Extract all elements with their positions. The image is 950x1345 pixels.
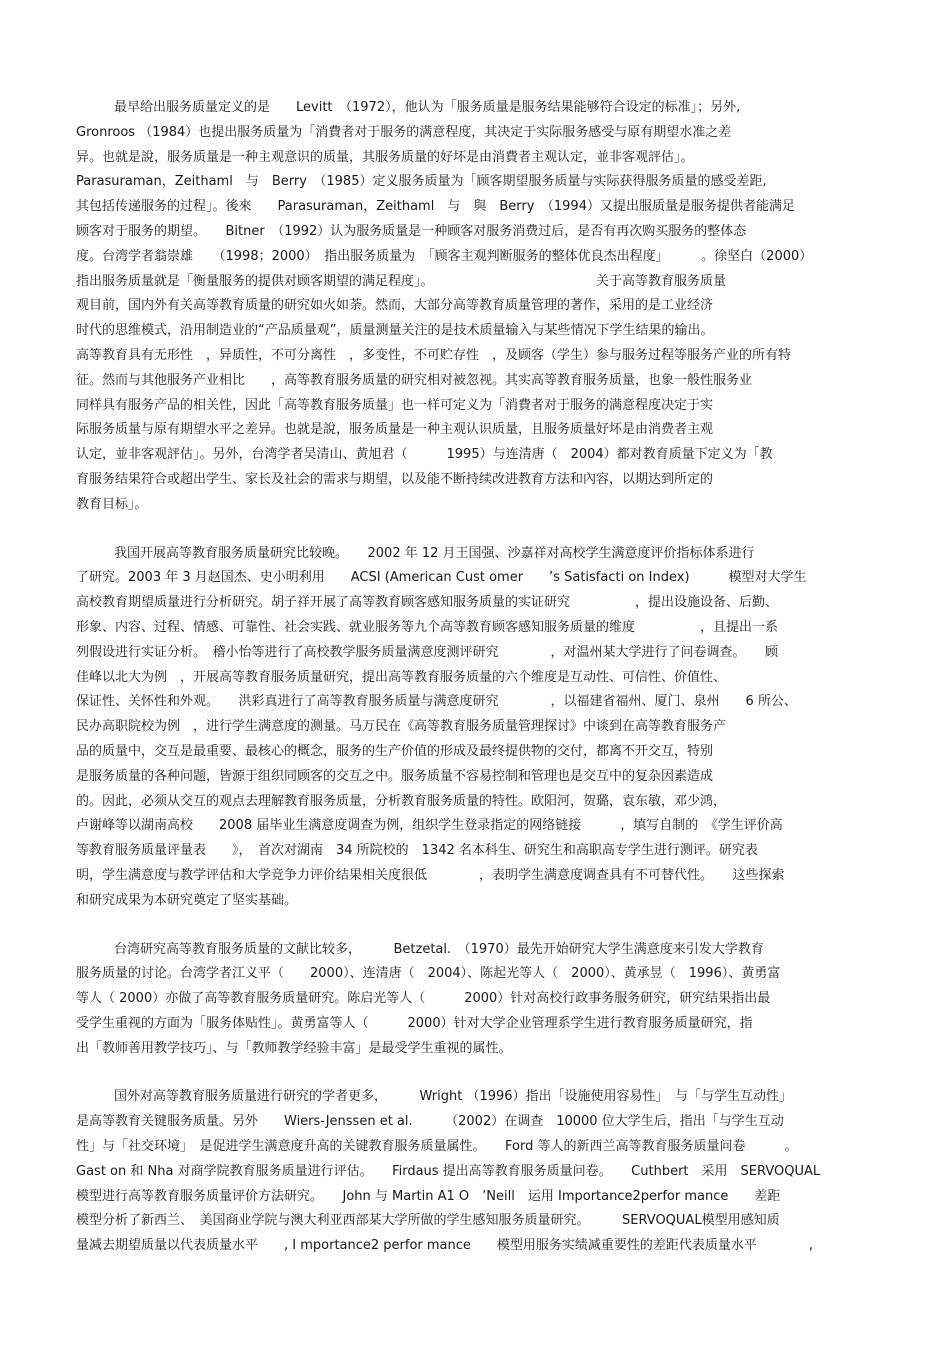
text-line: 受学生重视的方面为「服务体贴性」。黄勇富等人（ 2000）针对大学企业管理系学生进行教育服务质量研究，指	[76, 1015, 753, 1031]
text-line: 服务质量的讨论。台湾学者江义平（ 2000）、连清唐（ 2004）、陈起光等人（ 2000）、黄承昱（ 1996）、黄勇富	[76, 966, 781, 982]
text-line: 高等教育具有无形性 ，异质性，不可分离性 ，多变性，不可贮存性 ，及顾客（学生）参与服务过程等服务产业的所有特	[76, 347, 792, 363]
text-line: 征。然而与其他服务产业相比 ，高等教育服务质量的研究相对被忽视。其实高等教育服务质量，也象一般性服务业	[76, 372, 753, 388]
text-line: 顾客对于服务的期望。 Bitner （1992）认为服务质量是一种顾客对服务消费过后，是否有再次购买服务的整体态	[76, 223, 747, 239]
text-line: 品的质量中，交互是最重要、最核心的概念，服务的生产价值的形成及最终提供物的交付，都离不开交互，特别	[76, 743, 714, 759]
text-line: 等人（ 2000）亦做了高等教育服务质量研究。陈启光等人（ 2000）针对高校行政事务服务研究，研究结果指出最	[76, 991, 771, 1007]
text-line: 最早给出服务质量定义的是 Levitt （1972），他认为「服务质量是服务结果能够符合设定的标准」；另外,	[114, 100, 741, 115]
paragraph-domestic-research	[76, 542, 876, 914]
text-line: 保证性、关怀性和外观。 洪彩真进行了高等教育服务质量与满意度研究 ，以福建省福州、厦门、泉州 6 所公、	[76, 694, 797, 710]
text-line: Gast on 和 Nha 对商学院教育服务质量进行评估。 Firdaus 提出高等教育服务质量问卷。 Cuthbert 采用 SERVOQUAL	[76, 1163, 821, 1179]
text-line: 佳峰以北大为例 ，开展高等教育服务质量研究，提出高等教育服务质量的六个维度是互动性、可信性、价值性、	[76, 669, 727, 685]
text-line: 育服务结果符合或超出学生、家长及社会的需求与期望，以及能不断持续改进教育方法和內容，以期达到所定的	[76, 471, 714, 487]
text-line: 列假设进行实证分析。 稽小怡等进行了高校教学服务质量满意度测评研究 ，对温州某大学进行了问卷调查。 顾	[76, 644, 779, 660]
text-line: 教育目标」。	[76, 496, 148, 512]
text-line: 时代的思维模式，沿用制造业的“产品质量观”，质量测量关注的是技术质量输入与某些情况下学生结果的输出。	[76, 323, 714, 339]
text-line: 形象、内容、过程、情感、可靠性、社会实践、就业服务等九个高等教育顾客感知服务质量的维度 ，且提出一系	[76, 619, 779, 635]
text-line: 际服务质量与原有期望水平之差异。也就是說，服务质量是一种主观认识质量，且服务质量好坏是由消费者主观	[76, 422, 714, 438]
text-line: Parasuraman，Zeithaml 与 Berry （1985）定义服务质量为「顾客期望服务质量与实际获得服务质量的感受差距,	[76, 174, 767, 190]
text-line: 模型进行高等教育服务质量评价方法研究。 John 与 Martin A1 O ’Neill 运用 Importance2perfor mance 差距	[76, 1188, 781, 1204]
text-line: Gronroos （1984）也提出服务质量为「消費者对于服务的满意程度，其决定于实际服务感受与原有期望水准之差	[76, 124, 732, 140]
text-line: 认定，並非客观評估」。另外，台湾学者吴清山、黄旭君（ 1995）与连清唐（ 2004）都对教育质量下定义为「教	[76, 447, 773, 463]
text-line: 性」与「社交环境」 是促进学生满意度升高的关键教育服务质量属性。 Ford 等人的新西兰高等教育服务质量问卷 。	[76, 1139, 798, 1155]
text-line: 等教育服务质量评量表 》， 首次对湖南 34 所院校的 1342 名本科生、研究生和高职高专学生进行测评。研究表	[76, 843, 758, 859]
text-line: 的。因此，必须从交互的观点去理解教育服务质量，分析教育服务质量的特性。欧阳河，贺璐，袁东敏，邓少鸿，	[76, 793, 727, 809]
text-line: 同样具有服务产品的相关性，因此「高等教育服务质量」也一样可定义为「消費者对于服务的满意程度决定于实	[76, 397, 714, 413]
text-line: 观目前，国内外有关高等教育质量的研究如火如荼。然而，大部分高等教育质量管理的著作，采用的是工业经济	[76, 298, 714, 314]
text-line: 了研究。2003 年 3 月赵国杰、史小明利用 ACSI (American Cust omer ’s Satisfacti on Index) 模型对大学生	[76, 570, 807, 586]
text-line: 其包括传递服务的过程」。後來 Parasuraman，Zeithaml 与 與 Berry （1994）又提出服质量是服务提供者能满足	[76, 199, 795, 215]
text-line: 量减去期望质量以代表质量水平 , I mportance2 perfor mance 模型用服务实绩减重要性的差距代表质量水平 ,	[76, 1238, 814, 1254]
text-line: 是高等教育关键服务质量。另外 Wiers-Jenssen et al. （2002）在调查 10000 位大学生后，指出「与学生互动	[76, 1114, 784, 1130]
text-line: 和研究成果为本研究奠定了坚实基础。	[76, 892, 298, 908]
text-line: 模型分析了新西兰、 美国商业学院与澳大利亚西部某大学所做的学生感知服务质量研究。 SERVOQUAL模型用感知质	[76, 1213, 780, 1229]
text-line: 我国开展高等教育服务质量研究比较晚。 2002 年 12 月王国强、沙嘉祥对高校学生满意度评价指标体系进行	[114, 545, 755, 561]
text-line: 民办高职院校为例 ，进行学生满意度的测量。马万民在《高等教育服务质量管理探讨》中谈到在高等教育服务产	[76, 719, 727, 735]
paragraph-foreign-research	[76, 1085, 876, 1259]
text-line: 卢谢峰等以湖南高校 2008 届毕业生满意度调查为例，组织学生登录指定的网络链接 ，填写自制的 《学生评价高	[76, 818, 783, 834]
paragraph-gap	[76, 914, 876, 938]
text-line: 台湾研究高等教育服务质量的文献比较多， Betzetal. （1970）最先开始研究大学生满意度来引发大学教育	[114, 941, 764, 957]
text-line: 异。也就是說，服务质量是一种主观意识的质量，其服务质量的好坏是由消費者主观认定，並非客观評估」。	[76, 149, 694, 165]
text-line: 度。台湾学者翁崇雄 （1998；2000） 指出服务质量为 「顾客主观判断服务的整体优良杰出程度」 。徐坚白（2000）	[76, 248, 813, 264]
text-line: 出「教师善用教学技巧」、与「教师教学经验丰富」是最受学生重视的属性。	[76, 1040, 512, 1056]
paragraph-gap	[76, 518, 876, 542]
text-line: 是服务质量的各种问题，皆源于组织同顾客的交互之中。服务质量不容易控制和管理也是交互中的复杂因素造成	[76, 768, 714, 784]
text-line: 高校教育期望质量进行分析研究。胡子祥开展了高等教育顾客感知服务质量的实证研究 ，提出设施设备、后勤、	[76, 595, 779, 611]
paragraph-taiwan-research	[76, 938, 876, 1062]
text-line: 国外对高等教育服务质量进行研究的学者更多， Wright （1996）指出「设施使用容易性」 与「与学生互动性」	[114, 1089, 793, 1105]
document-page	[76, 96, 876, 1259]
paragraph-gap	[76, 1061, 876, 1085]
text-line: 指出服务质量就是「衡量服务的提供对顾客期望的满足程度」。 关于高等教育服务质量	[76, 273, 727, 289]
text-line: 明，学生满意度与教学评估和大学竞争力评价结果相关度很低 ，表明学生满意度调查具有不可替代性。 这些探索	[76, 867, 785, 883]
paragraph-service-quality-definition	[76, 96, 876, 518]
